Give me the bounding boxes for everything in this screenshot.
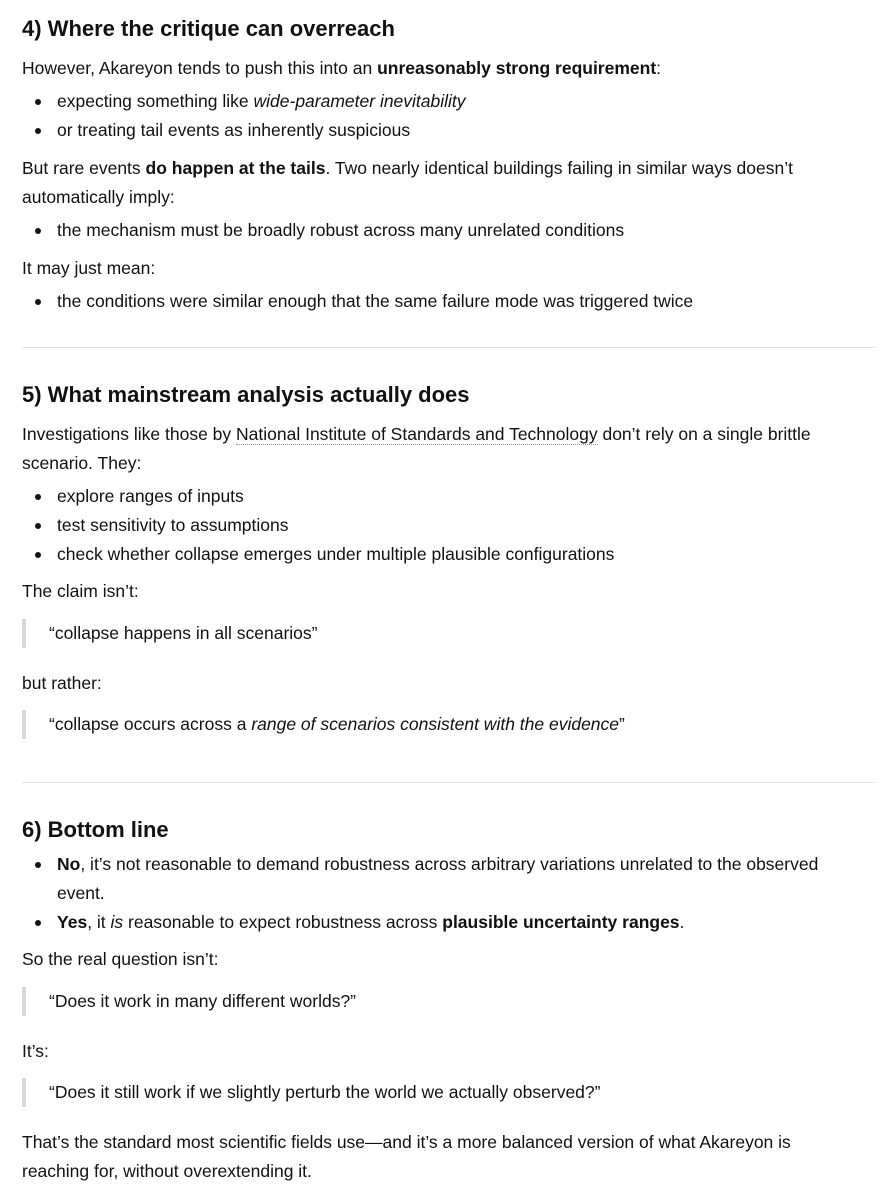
list-item: expecting something like wide-parameter inevitability [22, 87, 466, 116]
blockquote: “Does it still work if we slightly perturb the world we actually observed?” [22, 1078, 600, 1107]
list-item: the mechanism must be broadly robust across many unrelated conditions [22, 216, 624, 245]
section-6-bullets [22, 850, 857, 937]
section-divider [22, 347, 875, 348]
section-5-para-1: Investigations like those by National Institute of Standards and Technology don’t rely on a single brittle scenario. They: [22, 424, 811, 473]
list-item: check whether collapse emerges under multiple plausible configurations [22, 540, 614, 569]
blockquote: “collapse occurs across a range of scenarios consistent with the evidence” [22, 710, 625, 739]
section-5-heading: 5) What mainstream analysis actually does [22, 382, 470, 407]
nist-link[interactable]: National Institute of Standards and Technology [236, 424, 598, 444]
section-4-bullets-1 [22, 87, 466, 145]
section-6-para-1: So the real question isn’t: [22, 949, 219, 969]
section-4-para-2: But rare events do happen at the tails. Two nearly identical buildings failing in similar ways doesn’t automatically imply: [22, 158, 793, 207]
section-4-para-3: It may just mean: [22, 258, 156, 278]
list-item: test sensitivity to assumptions [22, 511, 614, 540]
list-item: the conditions were similar enough that the same failure mode was triggered twice [22, 287, 693, 316]
blockquote: “collapse happens in all scenarios” [22, 619, 317, 648]
list-item: or treating tail events as inherently suspicious [22, 116, 466, 145]
section-6-heading: 6) Bottom line [22, 817, 169, 842]
section-4-bullets-3 [22, 287, 693, 316]
list-item: No, it’s not reasonable to demand robustness across arbitrary variations unrelated to the observed event. [22, 850, 857, 908]
section-6-para-2: It’s: [22, 1041, 49, 1061]
section-4-intro: However, Akareyon tends to push this into an unreasonably strong requirement: [22, 58, 662, 78]
list-item: explore ranges of inputs [22, 482, 614, 511]
blockquote: “Does it work in many different worlds?” [22, 987, 356, 1016]
section-4-heading: 4) Where the critique can overreach [22, 16, 395, 41]
section-5-para-3: but rather: [22, 673, 102, 693]
section-divider [22, 782, 875, 783]
section-6-para-3: That’s the standard most scientific fields use—and it’s a more balanced version of what Akareyon is reaching for, without overextending it. [22, 1132, 791, 1181]
section-5-para-2: The claim isn’t: [22, 581, 139, 601]
list-item: Yes, it is reasonable to expect robustness across plausible uncertainty ranges. [22, 908, 857, 937]
section-5-bullets [22, 482, 614, 569]
section-4-bullets-2 [22, 216, 624, 245]
